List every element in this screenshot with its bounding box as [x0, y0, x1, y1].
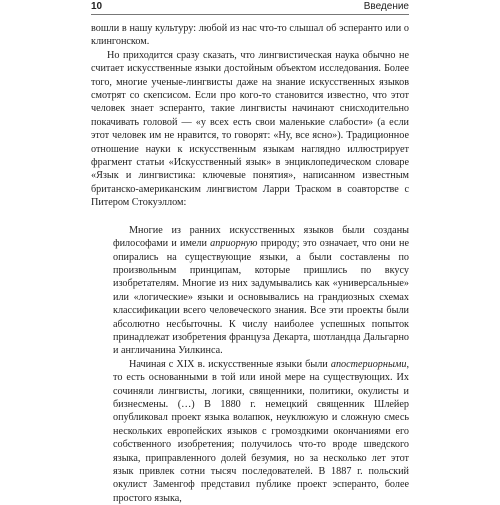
quote-paragraph-2: [113, 358, 409, 505]
spacer: [91, 210, 409, 224]
paragraph-continued: вошли в нашу культуру: любой из нас что-то слышал об эсперанто или о клингонском.: [91, 23, 409, 48]
page-number: 10: [91, 1, 103, 12]
quote-2-text-start: Начиная с XIX в. искусственные языки были: [129, 358, 331, 370]
page-header: [91, 0, 409, 15]
quote-1-text-end: природу; это означает, что они не опирались на существующие языки, а были составлены по произвольным принципам, которые пришлись по вкусу изобретателям. Многие из них задумывались как «универсальные» или «логические» языки и основывались на грандиозных схемах классификации всего человеческого знания. Все эти проекты были абсолютно несбыточны. К числу наиболее успешных попыток принадлежат изобретения француза Декарта, шотландца Дальгарно и англичанина Уилкинса.: [113, 238, 409, 357]
quote-2-emphasis: апостериорными: [330, 358, 407, 370]
page-body: [91, 22, 409, 505]
paragraph-main: Но приходится сразу сказать, что лингвистическая наука обычно не считает искусственные языки достойным объектом исследования. Более того, многие ученые-лингвисты даже на знание искусственных языков смотрят со скепсисом. Если про кого-то становится известно, что этот человек знает эсперанто, такие лингвисты начинают снисходительно покачивать головой — «у всех есть свои маленькие слабости» (а если этот человек им не нравится, то говорят: «Ну, все ясно»). Традиционное отношение науки к искусственным языкам наглядно иллюстрирует фрагмент статьи «Искусственный язык» в энциклопедическом словаре «Язык и лингвистика: ключевые понятия», написанном известным британско-американским лингвистом Ларри Траском в соавторстве с Питером Стокуэллом:: [91, 49, 409, 209]
quote-2-text-end: , то есть основанными в той или иной мере на существующих. Их сочиняли лингвисты, логики, священники, политики, окулисты и бизнесмены. (…) В 1880 г. немецкий священник Шлейер опубликовал проект языка волапюк, неуклюжую и сложную смесь нескольких европейских языков с громоздкими окончаниями его собственного изобретения; получилось что-то вроде шведского языка, приправленного долей безумия, но за несколько лет этот язык привлек сотни тысяч последователей. В 1887 г. польский окулист Заменгоф представил публике проект эсперанто, более простого языка,: [113, 358, 409, 504]
running-head: Введение: [363, 1, 409, 12]
quote-1-text-start: Многие из ранних искусственных языков были созданы философами и имели: [113, 224, 409, 250]
quote-paragraph-1: [113, 224, 409, 358]
quote-1-emphasis: априорную: [210, 238, 258, 250]
